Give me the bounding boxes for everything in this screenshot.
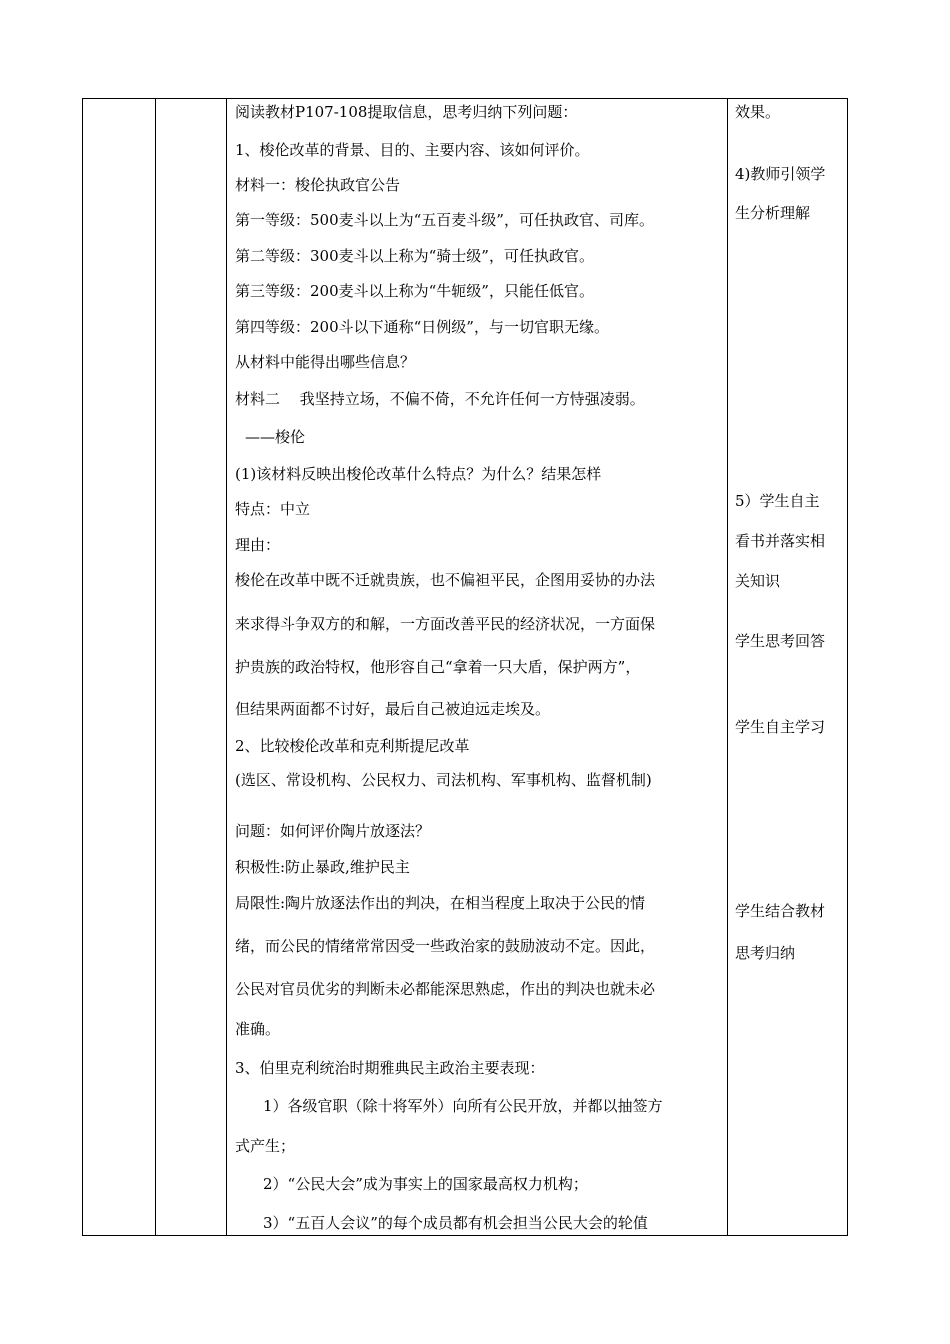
content-line: 第二等级：300麦斗以上称为“骑士级”，可任执政官。 <box>235 247 594 265</box>
activity-line: 学生思考回答 <box>735 632 826 650</box>
content-line: (选区、常设机构、公民权力、司法机构、军事机构、监督机制) <box>235 771 652 789</box>
content-line: 理由： <box>235 536 281 554</box>
content-line: 特点：中立 <box>235 500 311 518</box>
content-line: 问题：如何评价陶片放逐法？ <box>235 822 431 840</box>
activity-line: 效果。 <box>735 103 781 121</box>
activity-line: 5）学生自主 <box>735 492 820 510</box>
content-line: 3、伯里克利统治时期雅典民主政治主要表现： <box>235 1059 545 1077</box>
activity-line: 看书并落实相 <box>735 532 826 550</box>
content-line: 绪，而公民的情绪常常因受一些政治家的鼓励波动不定。因此， <box>235 937 656 955</box>
content-line: ——梭伦 <box>245 428 306 446</box>
content-line: 公民对官员优劣的判断未必都能深思熟虑，作出的判决也就未必 <box>235 980 656 998</box>
content-line: 护贵族的政治特权，他形容自己“拿着一只大盾，保护两方”， <box>235 658 641 676</box>
content-line: 局限性:陶片放逐法作出的判决，在相当程度上取决于公民的情 <box>235 894 646 912</box>
content-line: 从材料中能得出哪些信息？ <box>235 353 416 371</box>
activity-line: 学生结合教材 <box>735 902 826 920</box>
activity-line: 4)教师引领学 <box>735 165 826 183</box>
content-line: 材料二 我坚持立场，不偏不倚，不允许任何一方恃强凌弱。 <box>235 390 645 408</box>
content-line: 积极性:防止暴政,维护民主 <box>235 858 410 876</box>
content-line: 材料一：梭伦执政官公告 <box>235 176 401 194</box>
content-line: 来求得斗争双方的和解，一方面改善平民的经济状况，一方面保 <box>235 615 656 633</box>
content-line: 1、梭伦改革的背景、目的、主要内容、该如何评价。 <box>235 141 590 159</box>
activity-line: 学生自主学习 <box>735 718 826 736</box>
content-line: 阅读教材P107-108提取信息，思考归纳下列问题： <box>235 103 578 121</box>
column-divider <box>226 99 227 1235</box>
column-divider <box>155 99 156 1235</box>
content-line: 第三等级：200麦斗以上称为“牛轭级”，只能任低官。 <box>235 282 594 300</box>
content-line: 但结果两面都不讨好，最后自己被迫远走埃及。 <box>235 700 551 718</box>
content-line: 3）“五百人会议”的每个成员都有机会担当公民大会的轮值 <box>263 1214 648 1232</box>
lesson-table <box>82 98 848 1236</box>
content-line: 第四等级：200斗以下通称“日例级”，与一切官职无缘。 <box>235 318 609 336</box>
content-line: 2）“公民大会”成为事实上的国家最高权力机构； <box>263 1175 588 1193</box>
content-line: 第一等级：500麦斗以上为“五百麦斗级”，可任执政官、司库。 <box>235 211 654 229</box>
content-line: 2、比较梭伦改革和克利斯提尼改革 <box>235 737 470 755</box>
content-line: (1)该材料反映出梭伦改革什么特点？为什么？结果怎样 <box>235 465 602 483</box>
activity-line: 思考归纳 <box>735 944 796 962</box>
content-line: 1）各级官职（除十将军外）向所有公民开放，并都以抽签方 <box>263 1097 663 1115</box>
column-divider <box>727 99 728 1235</box>
activity-line: 生分析理解 <box>735 204 811 222</box>
content-line: 梭伦在改革中既不迁就贵族，也不偏袒平民，企图用妥协的办法 <box>235 571 656 589</box>
content-line: 式产生； <box>235 1137 296 1155</box>
content-line: 准确。 <box>235 1020 281 1038</box>
activity-line: 关知识 <box>735 572 781 590</box>
